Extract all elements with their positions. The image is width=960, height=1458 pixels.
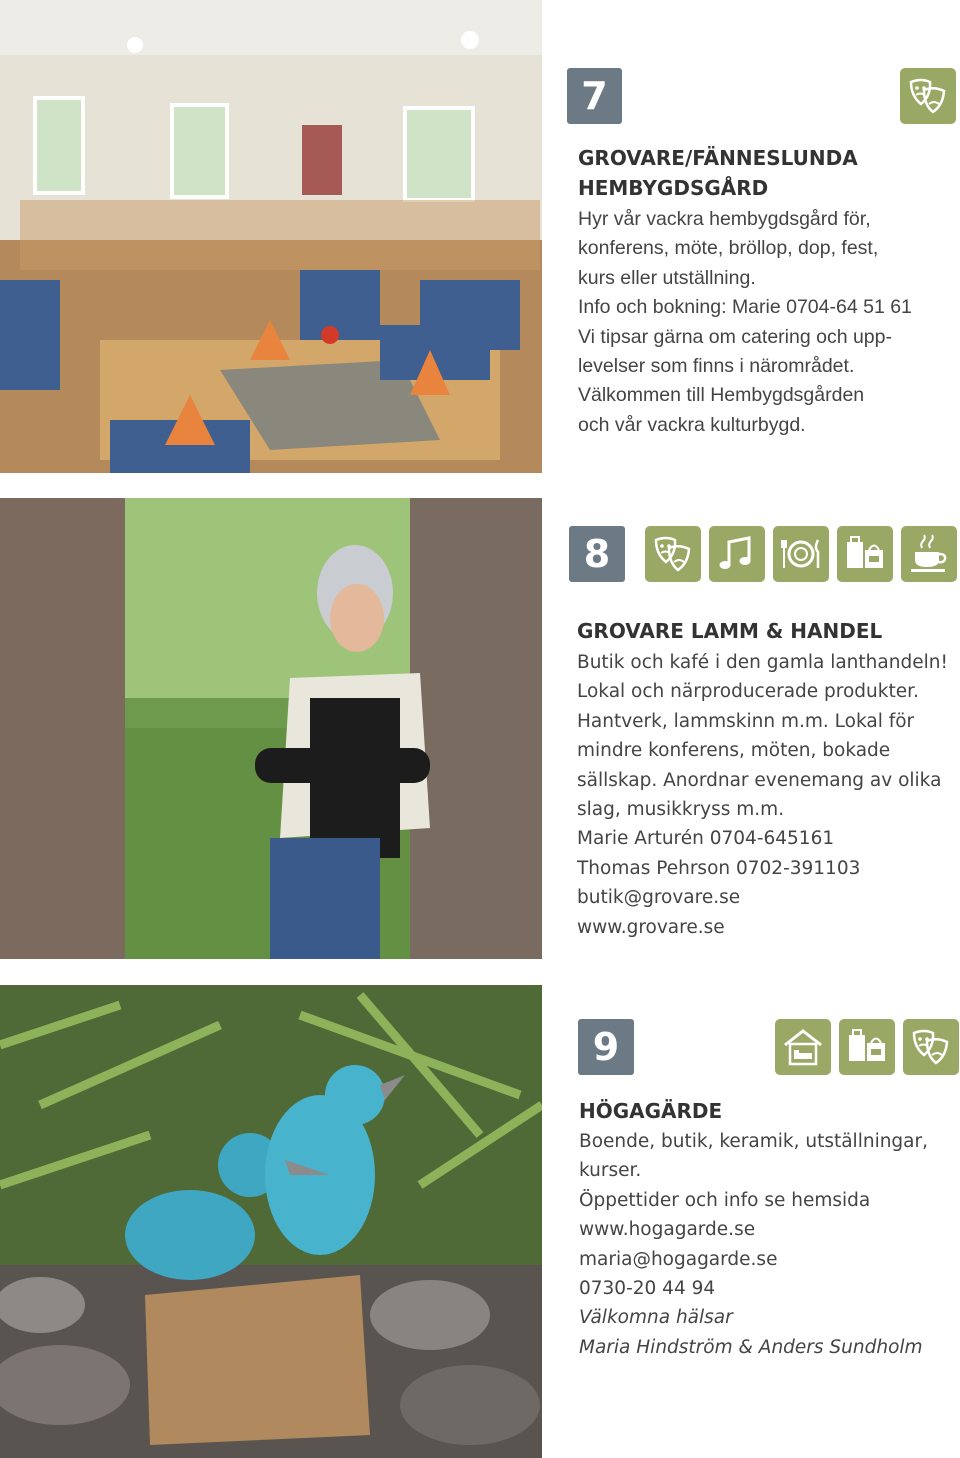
activity-icons <box>775 1019 959 1075</box>
email-link[interactable]: butik@grovare.se <box>577 887 741 909</box>
website-link[interactable]: www.hogagarde.se <box>579 1219 756 1241</box>
entry-title: GROVARE LAMM & HANDEL <box>577 619 883 643</box>
plate-cutlery-icon <box>773 526 829 582</box>
text-line: sällskap. Anordnar evenemang av olika <box>577 769 942 791</box>
text-line: kurs eller utställning. <box>578 266 756 289</box>
text-line: slag, musikkryss m.m. <box>577 799 785 821</box>
phone-line: Marie Arturén 0704-645161 <box>577 828 835 850</box>
entry-description <box>577 648 948 942</box>
music-note-icon <box>709 526 765 582</box>
text-line: kurser. <box>579 1160 642 1182</box>
shopping-icon <box>839 1019 895 1075</box>
theater-masks-icon <box>645 526 701 582</box>
activity-icons <box>900 68 956 124</box>
entry-title-line-1: GROVARE/FÄNNESLUNDA <box>578 146 858 170</box>
woman-portrait-photo <box>0 498 542 959</box>
activity-icons <box>645 526 957 582</box>
text-line: mindre konferens, möten, bokade <box>577 740 891 762</box>
entry-description <box>578 205 912 440</box>
text-line: Hyr vår vackra hembygdsgård för, <box>578 208 871 230</box>
text-line: Öppettider och info se hemsida <box>579 1189 871 1211</box>
banquet-hall-photo <box>0 0 542 473</box>
text-line: levelser som finns i närområdet. <box>578 355 855 378</box>
signature-line: Maria Hindström & Anders Sundholm <box>579 1336 923 1358</box>
greeting-line: Välkomna hälsar <box>579 1307 733 1329</box>
phone-line: 0730-20 44 94 <box>579 1278 716 1300</box>
entry-title <box>578 143 858 203</box>
text-line: Lokal och närproducerade produkter. <box>577 681 919 703</box>
text-line: Välkommen till Hembygdsgården <box>578 384 865 407</box>
text-line: Info och bokning: Marie 0704-64 51 61 <box>578 296 912 319</box>
phone-line: Thomas Pehrson 0702-391103 <box>577 857 861 879</box>
text-line: Butik och kafé i den gamla lanthandeln! <box>577 652 948 673</box>
entry-title-line-2: HEMBYGDSGÅRD <box>578 176 769 200</box>
coffee-cup-icon <box>901 526 957 582</box>
house-bed-icon <box>775 1019 831 1075</box>
text-line: och vår vackra kulturbygd. <box>578 413 806 436</box>
text-line: Hantverk, lammskinn m.m. Lokal för <box>577 710 915 732</box>
ceramic-birds-photo <box>0 985 542 1458</box>
text-line: Vi tipsar gärna om catering och upp- <box>578 325 892 348</box>
entry-description <box>579 1127 928 1362</box>
entry-number-badge: 9 <box>578 1019 634 1075</box>
email-link[interactable]: maria@hogagarde.se <box>579 1248 778 1270</box>
theater-masks-icon <box>900 68 956 124</box>
theater-masks-icon <box>903 1019 959 1075</box>
entry-number-badge: 8 <box>569 526 625 582</box>
entry-number-badge: 7 <box>567 68 622 124</box>
website-link[interactable]: www.grovare.se <box>577 916 725 938</box>
shopping-icon <box>837 526 893 582</box>
text-line: Boende, butik, keramik, utställningar, <box>579 1131 928 1152</box>
entry-title: HÖGAGÄRDE <box>579 1099 723 1123</box>
text-line: konferens, möte, bröllop, dop, fest, <box>578 237 879 260</box>
